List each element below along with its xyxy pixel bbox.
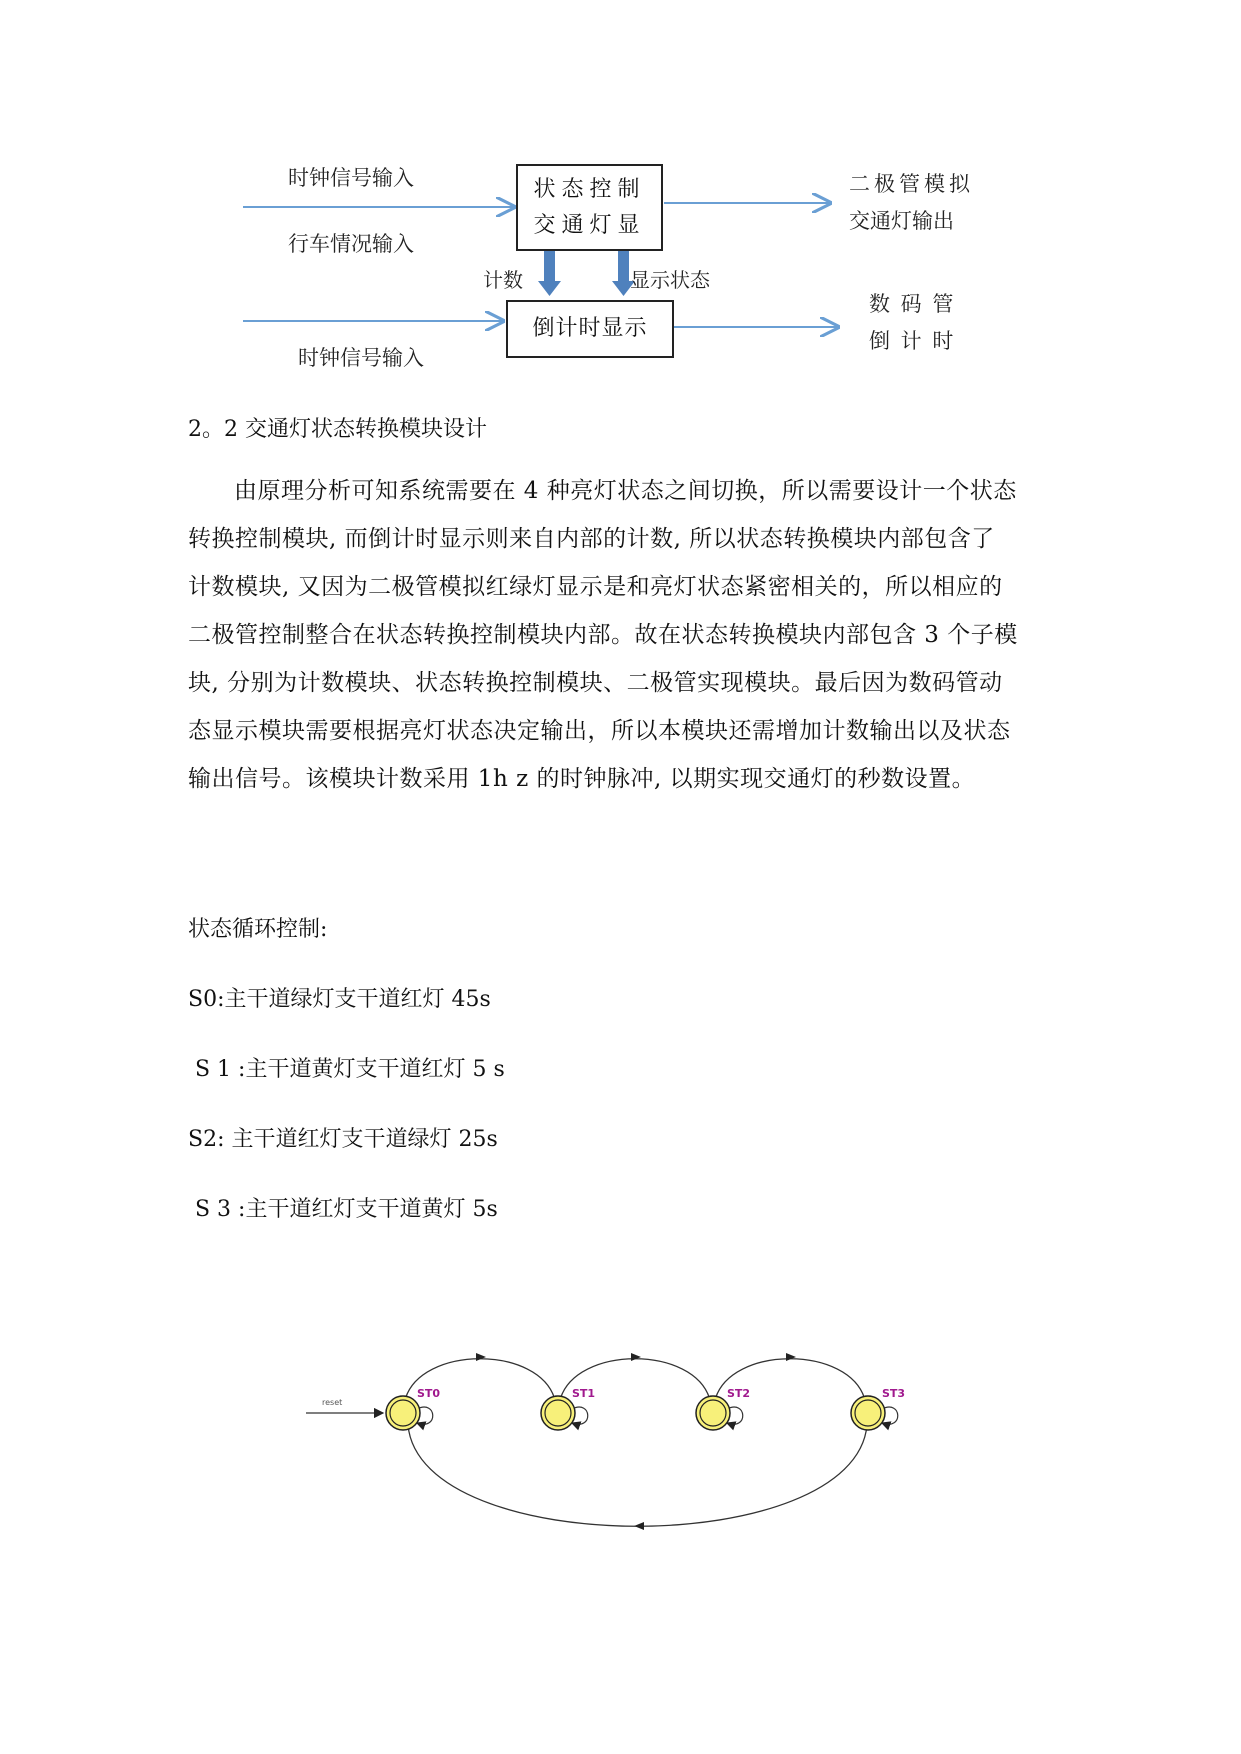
clock-input-label-2: 时钟信号输入 xyxy=(298,346,424,370)
state-label: ST3 xyxy=(882,1387,906,1400)
paragraph-line: 二极管控制整合在状态转换控制模块内部。故在状态转换模块内部包含 3 个子模 xyxy=(188,622,1018,648)
state-label: ST2 xyxy=(727,1387,751,1400)
state-label: ST1 xyxy=(572,1387,596,1400)
count-arrow-label: 计数 xyxy=(483,268,523,292)
transition-st3-st0 xyxy=(408,1425,867,1526)
state-s3: S 3 :主干道红灯支干道黄灯 5s xyxy=(188,1197,498,1222)
state-s1: S 1 :主干道黄灯支干道红灯 5 s xyxy=(188,1057,505,1082)
body-paragraph xyxy=(188,467,1068,803)
state-node-st0 xyxy=(386,1387,440,1430)
paragraph-line: 块, 分别为计数模块、状态转换控制模块、二极管实现模块。最后因为数码管动 xyxy=(188,670,1003,696)
state-s0: S0:主干道绿灯支干道红灯 45s xyxy=(188,987,491,1012)
state-node-st3 xyxy=(851,1387,905,1430)
paragraph-line: 输出信号。该模块计数采用 1h z 的时钟脉冲, 以期实现交通灯的秒数设置。 xyxy=(188,766,976,792)
paragraph-line: 转换控制模块, 而倒计时显示则来自内部的计数, 所以状态转换模块内部包含了 xyxy=(188,526,995,552)
paragraph-line: 态显示模块需要根据亮灯状态决定输出，所以本模块还需增加计数输出以及状态 xyxy=(188,718,1011,744)
reset-label: reset xyxy=(322,1398,343,1407)
state-circle xyxy=(386,1396,420,1430)
countdown-display-label: 倒计时显示 xyxy=(532,316,648,341)
state-control-line2: 交通灯显 xyxy=(533,213,646,238)
clock-input-label: 时钟信号输入 xyxy=(288,166,414,190)
transition-arrowhead xyxy=(634,1522,644,1530)
state-circle xyxy=(541,1396,575,1430)
state-s2: S2: 主干道红灯支干道绿灯 25s xyxy=(188,1127,498,1152)
transition-arrowhead xyxy=(631,1353,641,1361)
led-output-line1: 二极管模拟 xyxy=(849,172,974,196)
section-heading: 2。2 交通灯状态转换模块设计 xyxy=(188,417,487,442)
state-machine-diagram xyxy=(0,1330,1241,1560)
paragraph-line: 计数模块, 又因为二极管模拟红绿灯显示是和亮灯状态紧密相关的，所以相应的 xyxy=(188,574,1003,600)
state-cycle-title: 状态循环控制: xyxy=(188,917,328,942)
state-label: ST0 xyxy=(417,1387,441,1400)
state-circle xyxy=(696,1396,730,1430)
segment-output-line2: 倒 计 时 xyxy=(869,329,956,353)
countdown-display-box xyxy=(506,300,674,358)
paragraph-line: 由原理分析可知系统需要在 4 种亮灯状态之间切换，所以需要设计一个状态 xyxy=(234,478,1017,504)
transition-arrowhead xyxy=(476,1353,486,1361)
state-node-st1 xyxy=(541,1387,595,1430)
state-circle xyxy=(851,1396,885,1430)
state-node-st2 xyxy=(696,1387,750,1430)
segment-output-line1: 数 码 管 xyxy=(869,292,956,316)
state-control-box xyxy=(516,164,663,251)
led-output-line2: 交通灯输出 xyxy=(849,209,954,233)
status-arrow-label: 显示状态 xyxy=(630,268,710,292)
count-arrow xyxy=(538,251,561,296)
traffic-input-label: 行车情况输入 xyxy=(288,232,414,256)
transition-arrowhead xyxy=(786,1353,796,1361)
state-control-line1: 状态控制 xyxy=(533,177,646,202)
